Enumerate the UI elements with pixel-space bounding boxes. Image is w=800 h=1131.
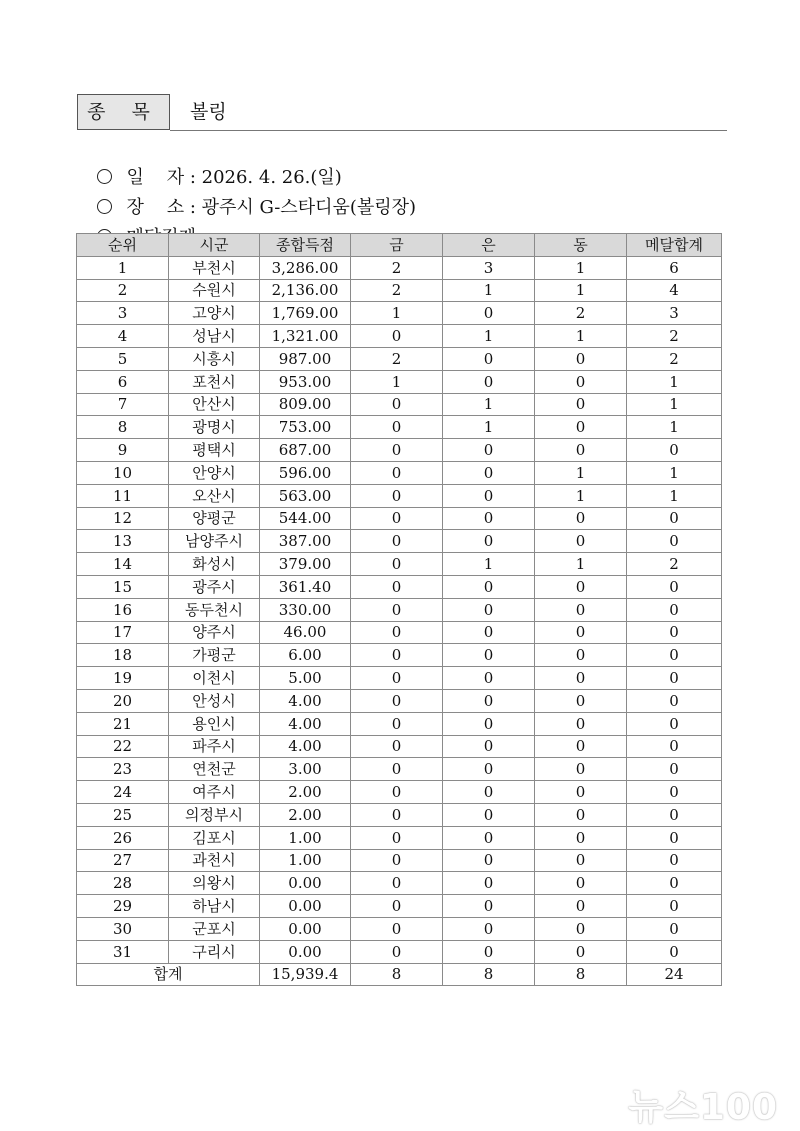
silver-cell: 0 (443, 484, 535, 507)
table-row (77, 667, 722, 690)
bronze-cell: 0 (535, 940, 627, 963)
table-row (77, 575, 722, 598)
bronze-cell: 1 (535, 256, 627, 279)
bronze-cell: 1 (535, 461, 627, 484)
silver-cell: 0 (443, 347, 535, 370)
rank-cell: 26 (77, 826, 169, 849)
gold-cell: 0 (351, 917, 443, 940)
gold-cell: 0 (351, 667, 443, 690)
col-gold: 금 (351, 234, 443, 257)
city-cell: 양평군 (169, 507, 260, 530)
gold-cell: 0 (351, 393, 443, 416)
col-silver: 은 (443, 234, 535, 257)
silver-cell: 0 (443, 712, 535, 735)
table-row (77, 735, 722, 758)
total-gold: 8 (351, 963, 443, 986)
news-logo: 뉴스100 (628, 1087, 778, 1128)
city-cell: 하남시 (169, 895, 260, 918)
silver-cell: 0 (443, 689, 535, 712)
score-cell: 2.00 (260, 781, 351, 804)
rank-cell: 5 (77, 347, 169, 370)
score-cell: 687.00 (260, 439, 351, 462)
score-cell: 953.00 (260, 370, 351, 393)
gold-cell: 0 (351, 803, 443, 826)
bronze-cell: 0 (535, 416, 627, 439)
silver-cell: 0 (443, 849, 535, 872)
bronze-cell: 0 (535, 735, 627, 758)
col-city: 시군 (169, 234, 260, 257)
rank-cell: 31 (77, 940, 169, 963)
score-cell: 2.00 (260, 803, 351, 826)
table-row (77, 461, 722, 484)
table-row (77, 826, 722, 849)
rank-cell: 28 (77, 872, 169, 895)
rank-cell: 17 (77, 621, 169, 644)
score-cell: 0.00 (260, 940, 351, 963)
col-medal-total: 메달합계 (627, 234, 722, 257)
gold-cell: 2 (351, 279, 443, 302)
gold-cell: 0 (351, 712, 443, 735)
gold-cell: 1 (351, 302, 443, 325)
gold-cell: 0 (351, 325, 443, 348)
city-cell: 여주시 (169, 781, 260, 804)
medal-total-cell: 0 (627, 758, 722, 781)
bronze-cell: 0 (535, 575, 627, 598)
total-medals: 24 (627, 963, 722, 986)
venue-text: 장 소 : 광주시 G-스타디움(볼링장) (126, 197, 417, 218)
rank-cell: 8 (77, 416, 169, 439)
table-row (77, 370, 722, 393)
gold-cell: 0 (351, 781, 443, 804)
bronze-cell: 0 (535, 347, 627, 370)
rank-cell: 9 (77, 439, 169, 462)
rank-cell: 14 (77, 553, 169, 576)
city-cell: 양주시 (169, 621, 260, 644)
bronze-cell: 0 (535, 895, 627, 918)
table-row (77, 416, 722, 439)
city-cell: 시흥시 (169, 347, 260, 370)
gold-cell: 0 (351, 553, 443, 576)
table-row (77, 917, 722, 940)
city-cell: 김포시 (169, 826, 260, 849)
medal-total-cell: 0 (627, 849, 722, 872)
gold-cell: 0 (351, 872, 443, 895)
bronze-cell: 1 (535, 279, 627, 302)
table-row (77, 621, 722, 644)
medal-total-cell: 0 (627, 735, 722, 758)
silver-cell: 0 (443, 598, 535, 621)
col-rank: 순위 (77, 234, 169, 257)
gold-cell: 0 (351, 416, 443, 439)
medal-total-cell: 2 (627, 347, 722, 370)
bronze-cell: 0 (535, 917, 627, 940)
gold-cell: 0 (351, 461, 443, 484)
rank-cell: 22 (77, 735, 169, 758)
medal-total-cell: 0 (627, 439, 722, 462)
medal-total-cell: 0 (627, 895, 722, 918)
bronze-cell: 0 (535, 507, 627, 530)
silver-cell: 0 (443, 530, 535, 553)
score-cell: 3,286.00 (260, 256, 351, 279)
medal-total-cell: 0 (627, 689, 722, 712)
total-row (77, 963, 722, 986)
city-cell: 평택시 (169, 439, 260, 462)
silver-cell: 0 (443, 439, 535, 462)
score-cell: 1,769.00 (260, 302, 351, 325)
medal-total-cell: 0 (627, 872, 722, 895)
city-cell: 안양시 (169, 461, 260, 484)
rank-cell: 6 (77, 370, 169, 393)
table-row (77, 256, 722, 279)
table-row (77, 347, 722, 370)
sport-value: 볼링 (190, 101, 227, 123)
rank-cell: 23 (77, 758, 169, 781)
bronze-cell: 0 (535, 644, 627, 667)
rank-cell: 29 (77, 895, 169, 918)
city-cell: 수원시 (169, 279, 260, 302)
silver-cell: 0 (443, 370, 535, 393)
gold-cell: 1 (351, 370, 443, 393)
silver-cell: 0 (443, 735, 535, 758)
bronze-cell: 0 (535, 758, 627, 781)
city-cell: 광주시 (169, 575, 260, 598)
rank-cell: 4 (77, 325, 169, 348)
table-row (77, 803, 722, 826)
table-row (77, 598, 722, 621)
gold-cell: 0 (351, 940, 443, 963)
table-row (77, 302, 722, 325)
city-cell: 동두천시 (169, 598, 260, 621)
rank-cell: 11 (77, 484, 169, 507)
rank-cell: 3 (77, 302, 169, 325)
total-silver: 8 (443, 963, 535, 986)
rank-cell: 19 (77, 667, 169, 690)
bronze-cell: 0 (535, 689, 627, 712)
rank-cell: 7 (77, 393, 169, 416)
gold-cell: 0 (351, 621, 443, 644)
gold-cell: 0 (351, 530, 443, 553)
gold-cell: 0 (351, 575, 443, 598)
bronze-cell: 1 (535, 484, 627, 507)
score-cell: 3.00 (260, 758, 351, 781)
rank-cell: 10 (77, 461, 169, 484)
table-row (77, 439, 722, 462)
bronze-cell: 2 (535, 302, 627, 325)
table-row (77, 940, 722, 963)
sport-header (77, 94, 727, 132)
header-divider (170, 130, 727, 131)
silver-cell: 1 (443, 553, 535, 576)
bronze-cell: 0 (535, 781, 627, 804)
score-cell: 0.00 (260, 872, 351, 895)
score-cell: 6.00 (260, 644, 351, 667)
medal-total-cell: 2 (627, 553, 722, 576)
medal-total-cell: 2 (627, 325, 722, 348)
city-cell: 남양주시 (169, 530, 260, 553)
gold-cell: 0 (351, 689, 443, 712)
table-row (77, 484, 722, 507)
bronze-cell: 1 (535, 325, 627, 348)
silver-cell: 0 (443, 644, 535, 667)
table-header-row (77, 234, 722, 257)
table-row (77, 393, 722, 416)
silver-cell: 0 (443, 826, 535, 849)
silver-cell: 1 (443, 279, 535, 302)
sport-label: 종 목 (77, 94, 170, 130)
silver-cell: 0 (443, 621, 535, 644)
bronze-cell: 0 (535, 598, 627, 621)
city-cell: 구리시 (169, 940, 260, 963)
silver-cell: 0 (443, 781, 535, 804)
table-row (77, 872, 722, 895)
bronze-cell: 0 (535, 826, 627, 849)
table-row (77, 644, 722, 667)
silver-cell: 1 (443, 393, 535, 416)
medal-total-cell: 0 (627, 644, 722, 667)
silver-cell: 3 (443, 256, 535, 279)
medal-total-cell: 0 (627, 940, 722, 963)
gold-cell: 0 (351, 507, 443, 530)
bronze-cell: 0 (535, 393, 627, 416)
silver-cell: 0 (443, 461, 535, 484)
medal-total-cell: 3 (627, 302, 722, 325)
silver-cell: 0 (443, 895, 535, 918)
rank-cell: 16 (77, 598, 169, 621)
score-cell: 0.00 (260, 917, 351, 940)
silver-cell: 0 (443, 507, 535, 530)
gold-cell: 0 (351, 826, 443, 849)
city-cell: 고양시 (169, 302, 260, 325)
city-cell: 파주시 (169, 735, 260, 758)
gold-cell: 0 (351, 849, 443, 872)
gold-cell: 2 (351, 256, 443, 279)
city-cell: 오산시 (169, 484, 260, 507)
score-cell: 361.40 (260, 575, 351, 598)
city-cell: 포천시 (169, 370, 260, 393)
table-row (77, 781, 722, 804)
city-cell: 화성시 (169, 553, 260, 576)
score-cell: 379.00 (260, 553, 351, 576)
silver-cell: 0 (443, 667, 535, 690)
table-row (77, 689, 722, 712)
medal-total-cell: 0 (627, 507, 722, 530)
silver-cell: 0 (443, 803, 535, 826)
score-cell: 5.00 (260, 667, 351, 690)
gold-cell: 0 (351, 644, 443, 667)
city-cell: 군포시 (169, 917, 260, 940)
medal-total-cell: 1 (627, 393, 722, 416)
score-cell: 809.00 (260, 393, 351, 416)
medal-total-cell: 0 (627, 781, 722, 804)
medal-total-cell: 0 (627, 575, 722, 598)
medal-total-cell: 0 (627, 712, 722, 735)
silver-cell: 0 (443, 917, 535, 940)
medal-total-cell: 6 (627, 256, 722, 279)
medal-table (76, 233, 722, 986)
medal-total-cell: 0 (627, 803, 722, 826)
score-cell: 987.00 (260, 347, 351, 370)
table-row (77, 895, 722, 918)
bronze-cell: 0 (535, 621, 627, 644)
medal-total-cell: 0 (627, 826, 722, 849)
col-score: 종합득점 (260, 234, 351, 257)
city-cell: 안산시 (169, 393, 260, 416)
bronze-cell: 0 (535, 872, 627, 895)
score-cell: 753.00 (260, 416, 351, 439)
rank-cell: 13 (77, 530, 169, 553)
score-cell: 563.00 (260, 484, 351, 507)
city-cell: 부천시 (169, 256, 260, 279)
score-cell: 596.00 (260, 461, 351, 484)
bronze-cell: 1 (535, 553, 627, 576)
table-row (77, 849, 722, 872)
silver-cell: 0 (443, 302, 535, 325)
bronze-cell: 0 (535, 667, 627, 690)
table-row (77, 758, 722, 781)
gold-cell: 0 (351, 895, 443, 918)
gold-cell: 0 (351, 598, 443, 621)
city-cell: 용인시 (169, 712, 260, 735)
silver-cell: 1 (443, 416, 535, 439)
silver-cell: 1 (443, 325, 535, 348)
score-cell: 4.00 (260, 735, 351, 758)
table-row (77, 507, 722, 530)
rank-cell: 25 (77, 803, 169, 826)
score-cell: 46.00 (260, 621, 351, 644)
score-cell: 4.00 (260, 689, 351, 712)
table-row (77, 325, 722, 348)
medal-total-cell: 0 (627, 917, 722, 940)
score-cell: 2,136.00 (260, 279, 351, 302)
score-cell: 1,321.00 (260, 325, 351, 348)
rank-cell: 1 (77, 256, 169, 279)
bronze-cell: 0 (535, 803, 627, 826)
gold-cell: 2 (351, 347, 443, 370)
medal-total-cell: 0 (627, 667, 722, 690)
bronze-cell: 0 (535, 712, 627, 735)
col-bronze: 동 (535, 234, 627, 257)
city-cell: 안성시 (169, 689, 260, 712)
gold-cell: 0 (351, 439, 443, 462)
total-score: 15,939.4 (260, 963, 351, 986)
rank-cell: 12 (77, 507, 169, 530)
city-cell: 의정부시 (169, 803, 260, 826)
city-cell: 의왕시 (169, 872, 260, 895)
medal-total-cell: 0 (627, 530, 722, 553)
total-label: 합계 (77, 963, 260, 986)
table-row (77, 279, 722, 302)
rank-cell: 30 (77, 917, 169, 940)
medal-total-cell: 0 (627, 598, 722, 621)
rank-cell: 20 (77, 689, 169, 712)
rank-cell: 15 (77, 575, 169, 598)
city-cell: 성남시 (169, 325, 260, 348)
gold-cell: 0 (351, 484, 443, 507)
rank-cell: 27 (77, 849, 169, 872)
score-cell: 330.00 (260, 598, 351, 621)
score-cell: 1.00 (260, 849, 351, 872)
medal-total-cell: 1 (627, 416, 722, 439)
rank-cell: 18 (77, 644, 169, 667)
medal-total-cell: 1 (627, 484, 722, 507)
medal-total-cell: 1 (627, 461, 722, 484)
gold-cell: 0 (351, 735, 443, 758)
score-cell: 1.00 (260, 826, 351, 849)
score-cell: 4.00 (260, 712, 351, 735)
table-row (77, 712, 722, 735)
city-cell: 이천시 (169, 667, 260, 690)
city-cell: 과천시 (169, 849, 260, 872)
table-row (77, 553, 722, 576)
score-cell: 0.00 (260, 895, 351, 918)
silver-cell: 0 (443, 872, 535, 895)
city-cell: 연천군 (169, 758, 260, 781)
score-cell: 544.00 (260, 507, 351, 530)
rank-cell: 21 (77, 712, 169, 735)
bronze-cell: 0 (535, 530, 627, 553)
bronze-cell: 0 (535, 439, 627, 462)
bronze-cell: 0 (535, 370, 627, 393)
rank-cell: 2 (77, 279, 169, 302)
bronze-cell: 0 (535, 849, 627, 872)
score-cell: 387.00 (260, 530, 351, 553)
table-row (77, 530, 722, 553)
silver-cell: 0 (443, 575, 535, 598)
medal-total-cell: 0 (627, 621, 722, 644)
gold-cell: 0 (351, 758, 443, 781)
city-cell: 가평군 (169, 644, 260, 667)
silver-cell: 0 (443, 758, 535, 781)
silver-cell: 0 (443, 940, 535, 963)
rank-cell: 24 (77, 781, 169, 804)
date-text: 일 자 : 2026. 4. 26.(일) (126, 167, 342, 188)
medal-total-cell: 1 (627, 370, 722, 393)
city-cell: 광명시 (169, 416, 260, 439)
total-bronze: 8 (535, 963, 627, 986)
medal-total-cell: 4 (627, 279, 722, 302)
